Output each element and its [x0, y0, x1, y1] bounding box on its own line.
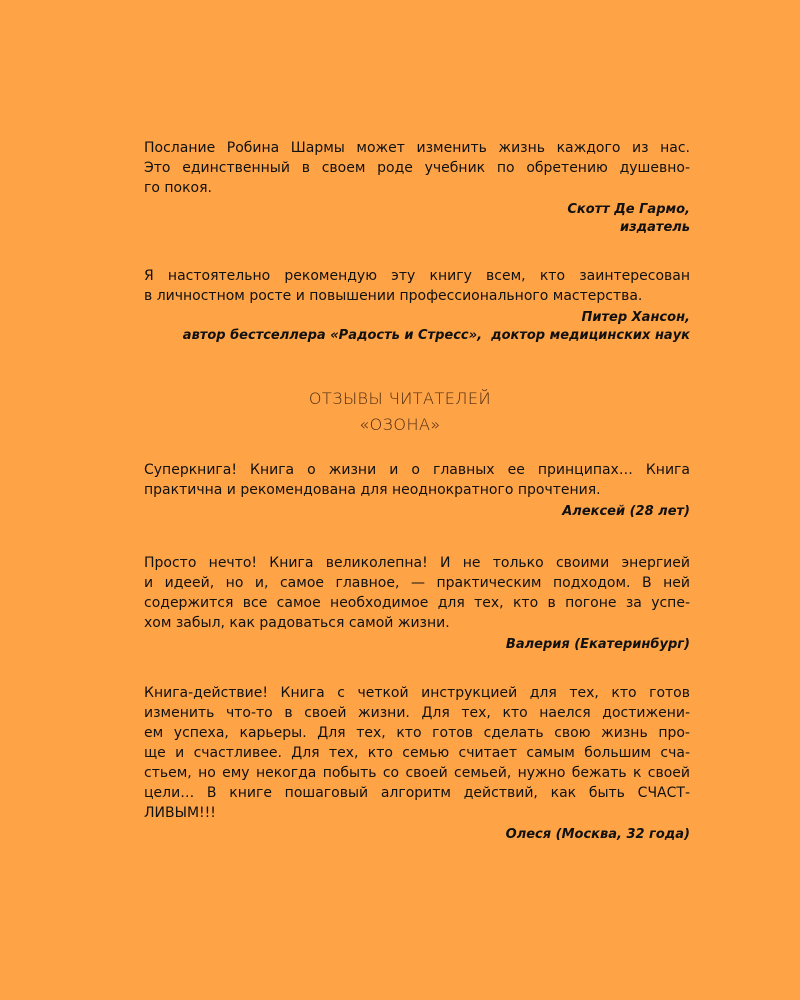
quote-line: го покоя. [144, 180, 212, 196]
review-line: хом забыл, как радоваться самой жизни. [144, 615, 450, 631]
review-author: Олеся (Москва, 32 года) [505, 827, 690, 842]
endorsement-block [144, 266, 690, 345]
endorsement-author [144, 309, 690, 345]
quote-line: в личностном росте и повышении профессионального мастерства. [144, 288, 643, 304]
endorsement-quote [144, 266, 690, 306]
reviews-heading-line: ОТЗЫВЫ ЧИТАТЕЛЕЙ [308, 389, 492, 408]
quote-line: Послание Робина Шармы может изменить жизнь каждого из нас. [144, 140, 690, 156]
review-author: Алексей (28 лет) [562, 504, 690, 519]
review-line: Просто нечто! Книга великолепна! И не только своими энергией [144, 555, 690, 571]
review-line: изменить что-то в своей жизни. Для тех, кто наелся достижени- [144, 705, 690, 721]
review-line: ем успеха, карьеры. Для тех, кто готов сделать свою жизнь про- [144, 725, 690, 741]
author-name: Питер Хансон, [581, 310, 690, 325]
review-line: ЛИВЫМ!!! [144, 805, 216, 821]
endorsement-quote [144, 138, 690, 198]
review-line: Суперкнига! Книга о жизни и о главных ее принципах… Книга [144, 462, 690, 478]
review-line: практична и рекомендована для неоднократного прочтения. [144, 482, 601, 498]
author-name: Скотт Де Гармо, [567, 202, 690, 217]
review-text [144, 553, 690, 633]
review-author: Валерия (Екатеринбург) [505, 637, 690, 652]
endorsement-block [144, 138, 690, 237]
endorsement-author [144, 201, 690, 237]
review-line: и идеей, но и, самое главное, — практическим подходом. В ней [144, 575, 690, 591]
reviews-heading-line: «ОЗОНА» [359, 415, 441, 434]
review-block [144, 553, 690, 654]
review-block [144, 683, 690, 844]
review-block [144, 460, 690, 521]
review-text [144, 683, 690, 823]
review-line: цели… В книге пошаговый алгоритм действий, как быть СЧАСТ- [144, 785, 690, 801]
review-line: Книга-действие! Книга с четкой инструкцией для тех, кто готов [144, 685, 690, 701]
author-role: автор бестселлера «Радость и Стресс», доктор медицинских наук [182, 328, 690, 343]
quote-line: Я настоятельно рекомендую эту книгу всем, кто заинтересован [144, 268, 690, 284]
quote-line: Это единственный в своем роде учебник по обретению душевно- [144, 160, 690, 176]
review-line: содержится все самое необходимое для тех, кто в погоне за успе- [144, 595, 690, 611]
review-line: ще и счастливее. Для тех, кто семью считает самым большим сча- [144, 745, 690, 761]
review-line: стьем, но ему некогда побыть со своей семьей, нужно бежать к своей [144, 765, 690, 781]
reviews-heading [0, 386, 800, 438]
author-role: издатель [619, 220, 690, 235]
review-text [144, 460, 690, 500]
